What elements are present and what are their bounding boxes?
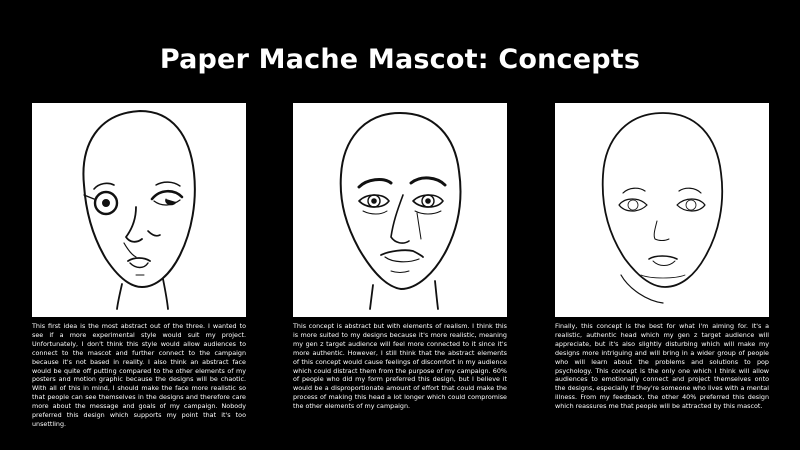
concept-3-image [555,103,769,317]
page-title: Paper Mache Mascot: Concepts [159,44,641,75]
realistic-face-sketch [555,103,769,317]
concept-2-caption: This concept is abstract but with elements of realism. I think this is more suited to my designs because it's more realistic, meaning my gen z target audience will feel more connected to it since it's more authentic. However, I still think that the abstract elements of this concept would cause feelings of discomfort in my audience which could distract them from the purpose of my campaign. 60% of people who did my form preferred this design, but I believe it would be a disproportionate amount of effort that could make the process of making this head a lot longer which could compromise the other elements of my campaign. [293,322,507,411]
concept-3-caption: Finally, this concept is the best for what I'm aiming for. It's a realistic, authentic head which my gen z target audience will appreciate, but it's also slightly disturbing which will make my designs more intriguing and will bring in a wider group of people who will learn about the problems and solutions to pop psychology. This concept is the only one which I think will allow audiences to emotionally connect and project themselves onto the designs, especially if they're someone who lives with a mental illness. From my feedback, the other 40% preferred this design which reassures me that people will be attracted by this mascot. [555,322,769,411]
concept-2-image [293,103,507,317]
semi-realistic-face-sketch [293,103,507,317]
concept-1-image [32,103,246,317]
abstract-face-sketch [32,103,246,317]
concept-1-caption: This first idea is the most abstract out of the three. I wanted to see if a more experimental style would suit my project. Unfortunately, I don't think this style would allow audiences to connect to the mascot and further connect to the campaign because it's not based in reality. I also think an abstract face would be quite off putting compared to the other elements of my posters and motion graphic because the designs will be chaotic. With all of this in mind, I should make the face more realistic so that people can see themselves in the designs and therefore care more about the message and goals of my campaign. Nobody preferred this design which supports my point that it's too unsettling. [32,322,246,428]
